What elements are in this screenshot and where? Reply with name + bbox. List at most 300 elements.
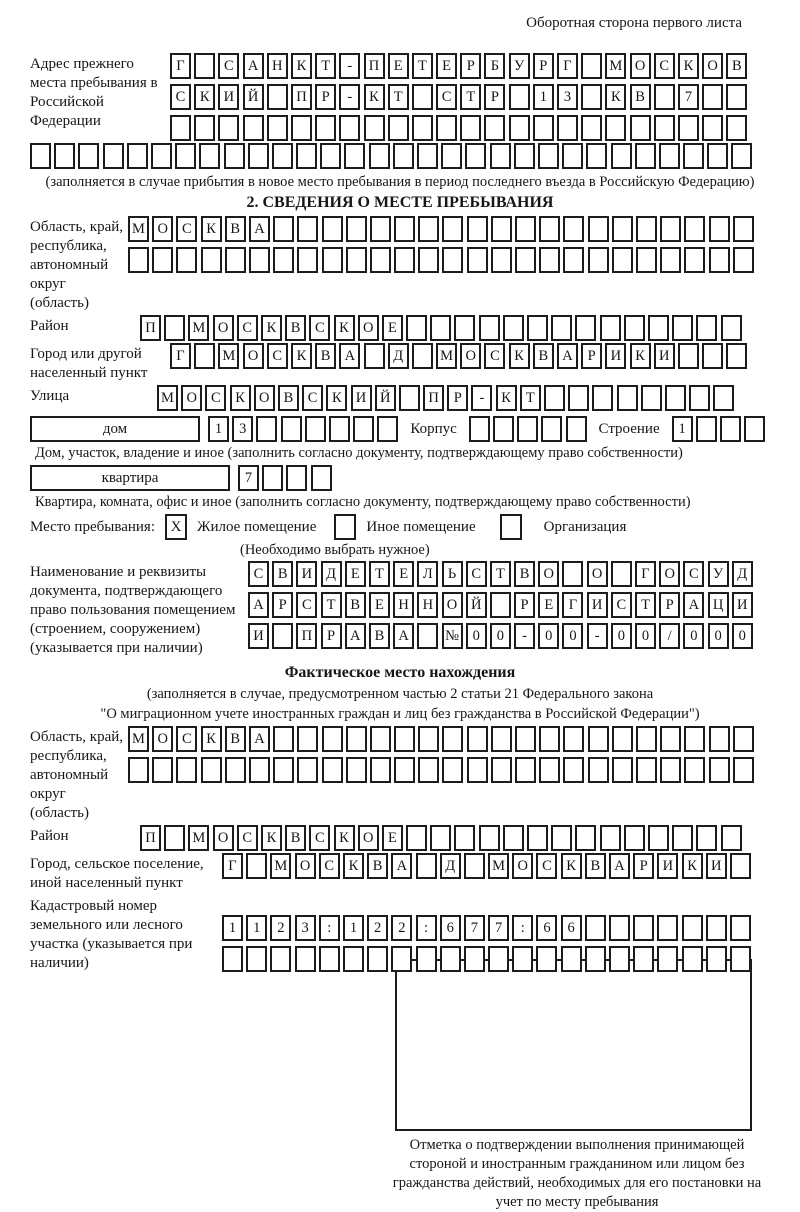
char-cell <box>630 115 651 141</box>
char-cell: 3 <box>295 915 316 941</box>
char-cell: О <box>152 726 173 752</box>
char-cell <box>364 343 385 369</box>
char-cell <box>256 416 277 442</box>
char-cell: О <box>587 561 608 587</box>
apartment-note: Квартира, комната, офис и иное (заполнить согласно документу, подтверждающему право собственности) <box>35 494 691 510</box>
char-cell: С <box>536 853 557 879</box>
field-label: Наименование и реквизиты документа, подтверждающего право пользования помещением (строением, сооружением) (указывается при наличии) <box>30 564 236 656</box>
char-cell <box>702 84 723 110</box>
char-cell: О <box>702 53 723 79</box>
char-cell <box>412 115 433 141</box>
char-cell: Р <box>633 853 654 879</box>
char-cell <box>344 143 365 169</box>
char-cell: К <box>230 385 251 411</box>
grid-row <box>469 416 587 442</box>
char-cell: М <box>605 53 626 79</box>
field-document <box>30 561 800 658</box>
char-cell <box>491 757 512 783</box>
char-cell <box>654 84 675 110</box>
char-cell <box>588 247 609 273</box>
char-cell <box>707 143 728 169</box>
char-cell: К <box>194 84 215 110</box>
char-cell: П <box>140 315 161 341</box>
field-label: Кадастровый номер земельного или лесного участка (указывается при наличии) <box>30 898 193 971</box>
char-cell <box>286 465 307 491</box>
field-city <box>30 343 800 383</box>
char-cell: В <box>345 592 366 618</box>
char-cell: 6 <box>536 915 557 941</box>
char-cell: О <box>254 385 275 411</box>
char-cell <box>291 115 312 141</box>
char-cell: К <box>605 84 626 110</box>
char-cell <box>684 216 705 242</box>
char-cell <box>370 726 391 752</box>
char-cell: Р <box>460 53 481 79</box>
char-cell <box>297 216 318 242</box>
char-cell <box>152 757 173 783</box>
char-cell: О <box>295 853 316 879</box>
char-cell <box>562 143 583 169</box>
char-cell: С <box>484 343 505 369</box>
char-cell <box>636 247 657 273</box>
char-cell <box>660 247 681 273</box>
char-cell <box>563 216 584 242</box>
char-cell: П <box>364 53 385 79</box>
char-cell <box>544 385 565 411</box>
char-cell <box>225 247 246 273</box>
char-cell <box>394 216 415 242</box>
char-cell <box>370 216 391 242</box>
char-cell <box>201 247 222 273</box>
char-cell <box>659 143 680 169</box>
char-cell: К <box>261 825 282 851</box>
char-cell <box>170 115 191 141</box>
char-cell: С <box>248 561 269 587</box>
field-actual-city <box>30 853 800 893</box>
char-cell <box>273 726 294 752</box>
char-cell <box>488 946 509 972</box>
char-cell <box>346 216 367 242</box>
char-cell <box>515 247 536 273</box>
char-cell: Н <box>393 592 414 618</box>
char-cell <box>369 143 390 169</box>
char-cell <box>343 946 364 972</box>
char-cell <box>730 946 751 972</box>
char-cell <box>322 757 343 783</box>
char-cell <box>514 143 535 169</box>
char-cell <box>442 757 463 783</box>
char-cell: И <box>248 623 269 649</box>
char-cell: М <box>270 853 291 879</box>
char-cell <box>512 946 533 972</box>
char-cell: Й <box>466 592 487 618</box>
char-cell <box>416 946 437 972</box>
char-cell: К <box>630 343 651 369</box>
prev-address-note: (заполняется в случае прибытия в новое место пребывания в период последнего въезда в Российскую Федерацию) <box>45 174 755 190</box>
char-cell <box>515 216 536 242</box>
char-cell <box>152 247 173 273</box>
char-cell <box>364 115 385 141</box>
actual-note-line1: (заполняется в случае, предусмотренном частью 2 статьи 21 Федерального закона <box>146 686 654 702</box>
char-cell: Д <box>440 853 461 879</box>
char-cell: 1 <box>222 915 243 941</box>
char-cell <box>465 143 486 169</box>
char-cell: С <box>309 315 330 341</box>
char-cell: Т <box>321 592 342 618</box>
char-cell <box>609 915 630 941</box>
char-cell: 2 <box>391 915 412 941</box>
char-cell <box>730 915 751 941</box>
apartment-label-box: квартира <box>30 465 230 491</box>
grid-row <box>170 84 747 110</box>
char-cell <box>367 946 388 972</box>
char-cell <box>388 115 409 141</box>
char-cell: К <box>496 385 517 411</box>
char-cell: О <box>152 216 173 242</box>
char-cell <box>128 757 149 783</box>
char-cell <box>539 726 560 752</box>
char-cell: У <box>509 53 530 79</box>
char-cell <box>454 825 475 851</box>
page-header-note: Оборотная сторона первого листа <box>526 15 742 31</box>
char-cell <box>733 247 754 273</box>
grid-row <box>128 216 754 242</box>
char-cell <box>467 757 488 783</box>
char-cell <box>418 216 439 242</box>
char-cell <box>436 115 457 141</box>
char-cell: Т <box>388 84 409 110</box>
char-cell <box>648 825 669 851</box>
char-cell: С <box>237 825 258 851</box>
char-cell <box>267 84 288 110</box>
char-cell <box>441 143 462 169</box>
char-cell <box>563 757 584 783</box>
char-cell <box>346 247 367 273</box>
char-cell <box>393 143 414 169</box>
char-cell <box>151 143 172 169</box>
char-cell <box>721 825 742 851</box>
char-cell <box>467 216 488 242</box>
char-cell: И <box>587 592 608 618</box>
char-cell <box>418 757 439 783</box>
char-cell <box>246 853 267 879</box>
field-label: Район <box>30 828 69 844</box>
char-cell: Е <box>436 53 457 79</box>
char-cell: М <box>128 216 149 242</box>
char-cell <box>490 143 511 169</box>
char-cell: Г <box>557 53 578 79</box>
char-cell <box>273 757 294 783</box>
char-cell: К <box>343 853 364 879</box>
char-cell: С <box>267 343 288 369</box>
grid-row <box>140 825 742 851</box>
char-cell: О <box>512 853 533 879</box>
char-cell <box>551 825 572 851</box>
char-cell <box>412 343 433 369</box>
char-cell <box>297 247 318 273</box>
char-cell: Т <box>460 84 481 110</box>
char-cell: - <box>587 623 608 649</box>
char-cell: В <box>585 853 606 879</box>
grid-row <box>170 343 747 369</box>
char-cell <box>273 247 294 273</box>
char-cell <box>267 115 288 141</box>
char-cell: О <box>243 343 264 369</box>
char-cell: Р <box>533 53 554 79</box>
char-cell: В <box>367 853 388 879</box>
char-cell <box>611 143 632 169</box>
char-cell <box>353 416 374 442</box>
char-cell: 0 <box>635 623 656 649</box>
char-cell <box>588 757 609 783</box>
char-cell: С <box>218 53 239 79</box>
char-cell <box>557 115 578 141</box>
char-cell <box>176 757 197 783</box>
char-cell: 2 <box>270 915 291 941</box>
char-cell <box>430 825 451 851</box>
char-cell <box>262 465 283 491</box>
char-cell <box>467 247 488 273</box>
char-cell <box>339 115 360 141</box>
char-cell: 0 <box>466 623 487 649</box>
char-cell: Т <box>315 53 336 79</box>
char-cell <box>600 315 621 341</box>
char-cell: Р <box>272 592 293 618</box>
char-cell <box>406 825 427 851</box>
char-cell: 7 <box>488 915 509 941</box>
char-cell: М <box>218 343 239 369</box>
char-cell: Н <box>267 53 288 79</box>
char-cell <box>399 385 420 411</box>
char-cell <box>706 915 727 941</box>
char-cell: Г <box>170 343 191 369</box>
char-cell <box>733 726 754 752</box>
char-cell: К <box>678 53 699 79</box>
char-cell: В <box>369 623 390 649</box>
char-cell <box>30 143 51 169</box>
char-cell: В <box>285 315 306 341</box>
char-cell <box>175 143 196 169</box>
char-cell: И <box>605 343 626 369</box>
char-cell <box>479 315 500 341</box>
char-cell <box>568 385 589 411</box>
char-cell: О <box>213 825 234 851</box>
char-cell <box>296 143 317 169</box>
char-cell <box>684 757 705 783</box>
char-cell: 3 <box>557 84 578 110</box>
char-cell <box>648 315 669 341</box>
char-cell <box>491 726 512 752</box>
char-cell <box>657 915 678 941</box>
char-cell <box>641 385 662 411</box>
char-cell: 0 <box>490 623 511 649</box>
char-cell <box>194 115 215 141</box>
char-cell <box>418 247 439 273</box>
char-cell: 3 <box>232 416 253 442</box>
char-cell: К <box>326 385 347 411</box>
char-cell: П <box>291 84 312 110</box>
checkbox-organizaciya <box>500 514 522 540</box>
char-cell: В <box>514 561 535 587</box>
char-cell: О <box>630 53 651 79</box>
char-cell <box>509 84 530 110</box>
checkbox-zhiloe: X <box>165 514 187 540</box>
char-cell <box>744 416 765 442</box>
section2-title: 2. СВЕДЕНИЯ О МЕСТЕ ПРЕБЫВАНИЯ <box>246 194 554 211</box>
char-cell: Р <box>321 623 342 649</box>
char-cell <box>575 825 596 851</box>
char-cell: И <box>657 853 678 879</box>
char-cell <box>246 946 267 972</box>
grid-row <box>222 853 751 879</box>
char-cell: Т <box>635 592 656 618</box>
char-cell <box>588 216 609 242</box>
char-cell: А <box>339 343 360 369</box>
char-cell: Р <box>581 343 602 369</box>
grid-row <box>222 915 751 941</box>
char-cell: К <box>561 853 582 879</box>
char-cell <box>581 84 602 110</box>
char-cell <box>684 726 705 752</box>
char-cell <box>319 946 340 972</box>
char-cell <box>720 416 741 442</box>
char-cell: Ь <box>442 561 463 587</box>
field-region <box>30 216 800 313</box>
char-cell <box>412 84 433 110</box>
char-cell: И <box>654 343 675 369</box>
char-cell: С <box>176 216 197 242</box>
char-cell <box>493 416 514 442</box>
char-cell <box>612 726 633 752</box>
char-cell <box>636 726 657 752</box>
char-cell: Т <box>412 53 433 79</box>
char-cell <box>176 247 197 273</box>
char-cell <box>709 726 730 752</box>
char-cell: 0 <box>708 623 729 649</box>
char-cell <box>54 143 75 169</box>
char-cell: И <box>218 84 239 110</box>
char-cell: В <box>278 385 299 411</box>
char-cell: 1 <box>208 416 229 442</box>
char-cell <box>346 726 367 752</box>
char-cell: Е <box>538 592 559 618</box>
char-cell: 1 <box>533 84 554 110</box>
char-cell <box>295 946 316 972</box>
char-cell <box>682 915 703 941</box>
char-cell <box>721 315 742 341</box>
char-cell: О <box>659 561 680 587</box>
char-cell <box>612 247 633 273</box>
char-cell <box>654 115 675 141</box>
stay-type-label: Место пребывания: <box>30 518 155 535</box>
char-cell <box>270 946 291 972</box>
char-cell <box>218 115 239 141</box>
char-cell: В <box>315 343 336 369</box>
char-cell: В <box>272 561 293 587</box>
char-cell <box>305 416 326 442</box>
char-cell <box>377 416 398 442</box>
char-cell: Г <box>635 561 656 587</box>
char-cell: А <box>345 623 366 649</box>
char-cell <box>442 726 463 752</box>
char-cell <box>224 143 245 169</box>
char-cell <box>539 216 560 242</box>
char-cell <box>726 84 747 110</box>
char-cell: 7 <box>678 84 699 110</box>
field-house <box>30 416 800 442</box>
char-cell: О <box>358 825 379 851</box>
char-cell <box>660 726 681 752</box>
char-cell: А <box>249 216 270 242</box>
char-cell <box>201 757 222 783</box>
char-cell <box>164 315 185 341</box>
char-cell: : <box>416 915 437 941</box>
char-cell: Е <box>393 561 414 587</box>
char-cell <box>635 143 656 169</box>
char-cell: - <box>339 53 360 79</box>
char-cell <box>515 726 536 752</box>
char-cell <box>709 216 730 242</box>
char-cell: - <box>339 84 360 110</box>
char-cell <box>391 946 412 972</box>
char-cell <box>194 53 215 79</box>
stamp-caption: Отметка о подтверждении выполнения принимающей стороной и иностранным гражданином или лицом без гражданства действий, необходимых для его постановки на учет по месту пребывания <box>392 1137 762 1210</box>
char-cell: А <box>683 592 704 618</box>
char-cell: Р <box>484 84 505 110</box>
char-cell <box>617 385 638 411</box>
char-cell <box>726 115 747 141</box>
char-cell: / <box>659 623 680 649</box>
char-cell: В <box>285 825 306 851</box>
char-cell <box>592 385 613 411</box>
char-cell <box>672 315 693 341</box>
char-cell: Ц <box>708 592 729 618</box>
char-cell: М <box>488 853 509 879</box>
char-cell: С <box>237 315 258 341</box>
char-cell: И <box>351 385 372 411</box>
field-district <box>30 315 800 341</box>
char-cell <box>581 53 602 79</box>
char-cell <box>273 216 294 242</box>
char-cell: 0 <box>732 623 753 649</box>
char-cell: А <box>609 853 630 879</box>
char-cell <box>406 315 427 341</box>
char-cell: Г <box>562 592 583 618</box>
char-cell <box>636 216 657 242</box>
char-cell <box>469 416 490 442</box>
char-cell: М <box>188 315 209 341</box>
char-cell: 6 <box>561 915 582 941</box>
char-cell: С <box>296 592 317 618</box>
field-label: Улица <box>30 388 70 404</box>
char-cell <box>551 315 572 341</box>
char-cell: А <box>249 726 270 752</box>
char-cell: И <box>296 561 317 587</box>
char-cell <box>370 247 391 273</box>
char-cell: С <box>654 53 675 79</box>
char-cell <box>311 465 332 491</box>
char-cell <box>464 853 485 879</box>
char-cell <box>503 315 524 341</box>
char-cell <box>127 143 148 169</box>
char-cell: К <box>682 853 703 879</box>
char-cell <box>561 946 582 972</box>
char-cell: В <box>533 343 554 369</box>
char-cell: Д <box>732 561 753 587</box>
char-cell <box>243 115 264 141</box>
char-cell <box>533 115 554 141</box>
char-cell <box>624 315 645 341</box>
